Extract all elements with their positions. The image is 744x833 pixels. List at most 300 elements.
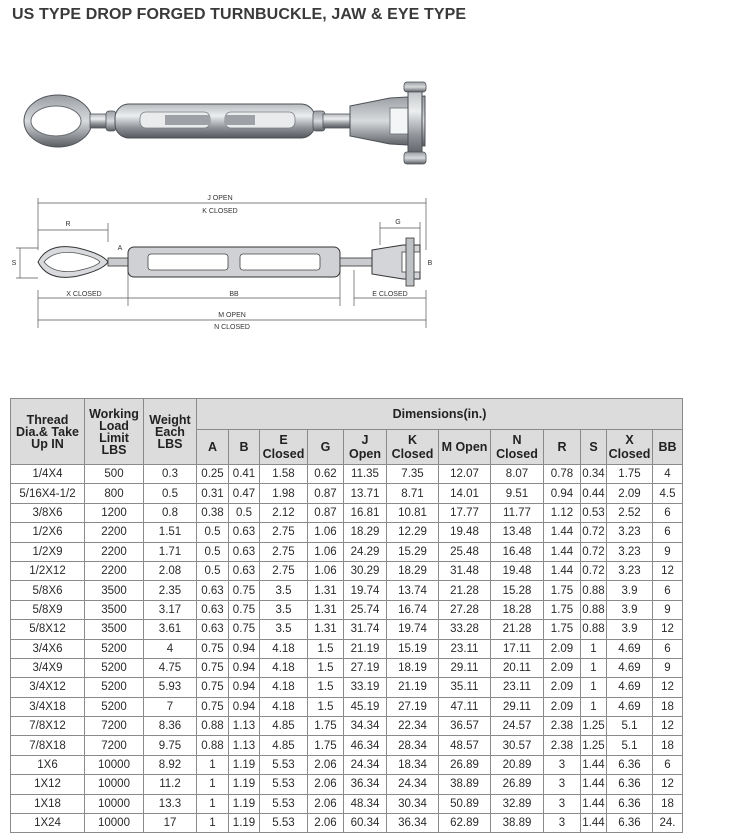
table-cell: 6.36 <box>607 755 653 774</box>
table-cell: 3 <box>544 814 581 833</box>
table-cell: 0.75 <box>229 620 260 639</box>
table-row <box>11 542 683 561</box>
table-cell: 3/4X9 <box>11 658 85 677</box>
table-cell: 4.5 <box>653 484 683 503</box>
dimension-drawing <box>8 190 438 340</box>
table-cell: 1/2X12 <box>11 561 85 580</box>
table-cell: 48.57 <box>439 736 491 755</box>
table-cell: 30.29 <box>344 561 387 580</box>
header-r: R <box>544 430 581 465</box>
table-cell: 4.18 <box>260 678 308 697</box>
table-cell: 5.53 <box>260 775 308 794</box>
table-cell: 800 <box>85 484 144 503</box>
table-cell: 1.5 <box>308 678 344 697</box>
table-cell: 0.87 <box>308 484 344 503</box>
table-cell: 24.34 <box>387 775 439 794</box>
table-cell: 4.18 <box>260 658 308 677</box>
table-row <box>11 717 683 736</box>
table-cell: 1 <box>581 678 607 697</box>
table-cell: 18 <box>653 794 683 813</box>
label-b: B <box>427 260 433 267</box>
table-cell: 6.36 <box>607 794 653 813</box>
table-cell: 2.35 <box>144 581 197 600</box>
table-cell: 21.19 <box>344 639 387 658</box>
table-cell: 0.44 <box>581 484 607 503</box>
table-cell: 4 <box>144 639 197 658</box>
table-cell: 3500 <box>85 600 144 619</box>
header-m: M Open <box>439 430 491 465</box>
page-title: US TYPE DROP FORGED TURNBUCKLE, JAW & EYE TYPE <box>12 6 467 23</box>
table-cell: 18 <box>653 736 683 755</box>
header-k: K Closed <box>387 430 439 465</box>
table-cell: 3/4X12 <box>11 678 85 697</box>
table-cell: 32.89 <box>491 794 544 813</box>
table-cell: 1.19 <box>229 794 260 813</box>
table-cell: 1 <box>581 697 607 716</box>
table-cell: 27.19 <box>344 658 387 677</box>
table-cell: 25.74 <box>344 600 387 619</box>
table-cell: 36.34 <box>344 775 387 794</box>
table-cell: 50.89 <box>439 794 491 813</box>
table-cell: 500 <box>85 465 144 484</box>
table-cell: 18.29 <box>344 523 387 542</box>
table-cell: 0.3 <box>144 465 197 484</box>
table-cell: 26.89 <box>439 755 491 774</box>
table-cell: 1.06 <box>308 523 344 542</box>
table-cell: 4.75 <box>144 658 197 677</box>
table-cell: 16.81 <box>344 503 387 522</box>
table-cell: 1.44 <box>581 814 607 833</box>
table-cell: 33.28 <box>439 620 491 639</box>
table-cell: 17.77 <box>439 503 491 522</box>
table-cell: 48.34 <box>344 794 387 813</box>
table-cell: 0.63 <box>197 581 229 600</box>
table-cell: 0.31 <box>197 484 229 503</box>
table-cell: 5/8X12 <box>11 620 85 639</box>
table-cell: 1.51 <box>144 523 197 542</box>
table-cell: 13.71 <box>344 484 387 503</box>
table-cell: 12 <box>653 678 683 697</box>
table-cell: 2.09 <box>544 658 581 677</box>
table-cell: 0.87 <box>308 503 344 522</box>
table-row <box>11 775 683 794</box>
table-cell: 11.2 <box>144 775 197 794</box>
table-cell: 0.63 <box>197 620 229 639</box>
table-row <box>11 620 683 639</box>
table-cell: 1X6 <box>11 755 85 774</box>
table-cell: 3 <box>544 775 581 794</box>
table-cell: 13.3 <box>144 794 197 813</box>
table-row <box>11 484 683 503</box>
table-cell: 15.29 <box>387 542 439 561</box>
table-cell: 60.34 <box>344 814 387 833</box>
table-cell: 21.28 <box>491 620 544 639</box>
table-cell: 1X24 <box>11 814 85 833</box>
table-cell: 0.62 <box>308 465 344 484</box>
table-cell: 0.94 <box>229 658 260 677</box>
table-row <box>11 503 683 522</box>
label-a: A <box>117 245 123 252</box>
table-cell: 0.38 <box>197 503 229 522</box>
table-cell: 29.11 <box>439 658 491 677</box>
table-row <box>11 678 683 697</box>
table-row <box>11 581 683 600</box>
table-cell: 4.85 <box>260 717 308 736</box>
header-a: A <box>197 430 229 465</box>
table-cell: 6.36 <box>607 775 653 794</box>
table-cell: 34.34 <box>344 717 387 736</box>
table-cell: 4.69 <box>607 678 653 697</box>
table-row <box>11 658 683 677</box>
table-cell: 1 <box>581 639 607 658</box>
table-cell: 9 <box>653 658 683 677</box>
table-cell: 7200 <box>85 736 144 755</box>
table-cell: 2.12 <box>260 503 308 522</box>
label-e-closed: E CLOSED <box>372 291 408 298</box>
header-thread: Thread Dia.& Take Up IN <box>11 399 85 465</box>
table-cell: 5/8X6 <box>11 581 85 600</box>
table-cell: 0.75 <box>197 639 229 658</box>
header-s: S <box>581 430 607 465</box>
table-cell: 5200 <box>85 658 144 677</box>
table-cell: 3.9 <box>607 620 653 639</box>
header-e: E Closed <box>260 430 308 465</box>
table-cell: 10000 <box>85 755 144 774</box>
label-m-open: M OPEN <box>218 312 246 319</box>
table-cell: 4.18 <box>260 697 308 716</box>
table-cell: 2.06 <box>308 814 344 833</box>
table-cell: 18.34 <box>387 755 439 774</box>
table-cell: 38.89 <box>491 814 544 833</box>
table-cell: 24.29 <box>344 542 387 561</box>
table-cell: 1.19 <box>229 775 260 794</box>
table-cell: 22.34 <box>387 717 439 736</box>
table-cell: 33.19 <box>344 678 387 697</box>
table-cell: 3 <box>544 794 581 813</box>
table-cell: 10000 <box>85 775 144 794</box>
table-cell: 19.48 <box>439 523 491 542</box>
table-cell: 1X12 <box>11 775 85 794</box>
table-cell: 18.19 <box>387 658 439 677</box>
label-x-closed: X CLOSED <box>66 291 102 298</box>
table-cell: 0.72 <box>581 561 607 580</box>
table-cell: 2.06 <box>308 775 344 794</box>
table-cell: 25.48 <box>439 542 491 561</box>
table-cell: 3/4X6 <box>11 639 85 658</box>
table-cell: 3.5 <box>260 600 308 619</box>
table-cell: 45.19 <box>344 697 387 716</box>
table-cell: 3.9 <box>607 581 653 600</box>
table-cell: 19.74 <box>344 581 387 600</box>
table-cell: 2.08 <box>144 561 197 580</box>
table-row <box>11 736 683 755</box>
label-j-open: J OPEN <box>207 195 233 202</box>
table-cell: 0.47 <box>229 484 260 503</box>
table-cell: 0.88 <box>581 600 607 619</box>
table-cell: 1.58 <box>260 465 308 484</box>
table-cell: 1.75 <box>607 465 653 484</box>
table-cell: 0.63 <box>229 523 260 542</box>
table-cell: 1200 <box>85 503 144 522</box>
table-row <box>11 465 683 484</box>
table-cell: 0.88 <box>581 581 607 600</box>
table-cell: 5.53 <box>260 814 308 833</box>
table-cell: 1 <box>197 755 229 774</box>
table-cell: 15.19 <box>387 639 439 658</box>
table-cell: 3.23 <box>607 523 653 542</box>
table-cell: 3.9 <box>607 600 653 619</box>
table-cell: 0.94 <box>229 639 260 658</box>
table-row <box>11 639 683 658</box>
table-cell: 28.34 <box>387 736 439 755</box>
table-cell: 5/8X9 <box>11 600 85 619</box>
table-cell: 1/2X6 <box>11 523 85 542</box>
table-cell: 9 <box>653 600 683 619</box>
table-cell: 6 <box>653 755 683 774</box>
table-cell: 12 <box>653 775 683 794</box>
table-cell: 18 <box>653 697 683 716</box>
table-cell: 0.75 <box>229 581 260 600</box>
table-cell: 6 <box>653 581 683 600</box>
label-s: S <box>11 260 17 267</box>
table-cell: 0.5 <box>197 542 229 561</box>
table-cell: 3/4X18 <box>11 697 85 716</box>
table-cell: 2.75 <box>260 523 308 542</box>
table-cell: 5.53 <box>260 755 308 774</box>
label-n-closed: N CLOSED <box>214 324 250 331</box>
table-cell: 0.72 <box>581 523 607 542</box>
table-cell: 0.63 <box>229 542 260 561</box>
label-r: R <box>65 221 71 228</box>
table-cell: 6 <box>653 523 683 542</box>
table-cell: 7/8X12 <box>11 717 85 736</box>
table-cell: 20.11 <box>491 658 544 677</box>
table-cell: 47.11 <box>439 697 491 716</box>
table-cell: 5/16X4-1/2 <box>11 484 85 503</box>
table-cell: 1.44 <box>581 755 607 774</box>
table-cell: 19.74 <box>387 620 439 639</box>
table-cell: 9.75 <box>144 736 197 755</box>
header-b: B <box>229 430 260 465</box>
table-cell: 24.57 <box>491 717 544 736</box>
turnbuckle-photo <box>20 78 450 178</box>
table-cell: 1.75 <box>308 736 344 755</box>
table-cell: 18.28 <box>491 600 544 619</box>
table-cell: 12 <box>653 717 683 736</box>
table-cell: 27.19 <box>387 697 439 716</box>
table-cell: 4.69 <box>607 639 653 658</box>
table-cell: 2.75 <box>260 561 308 580</box>
table-cell: 3.17 <box>144 600 197 619</box>
table-cell: 1.12 <box>544 503 581 522</box>
table-cell: 1.25 <box>581 736 607 755</box>
table-row <box>11 523 683 542</box>
table-cell: 7 <box>144 697 197 716</box>
label-g: G <box>395 219 401 226</box>
table-cell: 0.5 <box>229 503 260 522</box>
table-cell: 9 <box>653 542 683 561</box>
table-row <box>11 794 683 813</box>
table-cell: 1.13 <box>229 736 260 755</box>
table-cell: 0.5 <box>197 561 229 580</box>
table-cell: 2.09 <box>544 697 581 716</box>
table-cell: 1.44 <box>581 775 607 794</box>
table-cell: 2.09 <box>607 484 653 503</box>
table-cell: 6.36 <box>607 814 653 833</box>
table-row <box>11 561 683 580</box>
table-cell: 62.89 <box>439 814 491 833</box>
table-cell: 27.28 <box>439 600 491 619</box>
table-cell: 3.5 <box>260 581 308 600</box>
table-cell: 16.48 <box>491 542 544 561</box>
label-k-closed: K CLOSED <box>202 208 238 215</box>
table-cell: 19.48 <box>491 561 544 580</box>
table-cell: 21.28 <box>439 581 491 600</box>
table-cell: 24.34 <box>344 755 387 774</box>
table-cell: 1.5 <box>308 697 344 716</box>
spec-table <box>10 398 683 833</box>
table-cell: 46.34 <box>344 736 387 755</box>
table-cell: 0.88 <box>197 736 229 755</box>
table-cell: 7200 <box>85 717 144 736</box>
table-cell: 1.06 <box>308 542 344 561</box>
table-cell: 3500 <box>85 620 144 639</box>
table-cell: 16.74 <box>387 600 439 619</box>
table-cell: 1/2X9 <box>11 542 85 561</box>
table-cell: 24. <box>653 814 683 833</box>
table-cell: 0.78 <box>544 465 581 484</box>
table-cell: 2.06 <box>308 794 344 813</box>
table-cell: 12 <box>653 620 683 639</box>
table-cell: 8.92 <box>144 755 197 774</box>
table-cell: 14.01 <box>439 484 491 503</box>
table-cell: 0.5 <box>144 484 197 503</box>
table-cell: 1.31 <box>308 620 344 639</box>
table-cell: 0.63 <box>229 561 260 580</box>
table-cell: 1.44 <box>544 542 581 561</box>
table-cell: 0.72 <box>581 542 607 561</box>
table-cell: 17.11 <box>491 639 544 658</box>
table-cell: 1 <box>581 658 607 677</box>
table-cell: 0.8 <box>144 503 197 522</box>
table-cell: 1.5 <box>308 658 344 677</box>
table-cell: 1.75 <box>544 620 581 639</box>
table-cell: 1.31 <box>308 581 344 600</box>
table-cell: 8.36 <box>144 717 197 736</box>
table-cell: 0.94 <box>544 484 581 503</box>
header-g: G <box>308 430 344 465</box>
table-cell: 0.75 <box>197 697 229 716</box>
table-cell: 1.06 <box>308 561 344 580</box>
table-cell: 4.69 <box>607 658 653 677</box>
table-cell: 4.69 <box>607 697 653 716</box>
table-row <box>11 755 683 774</box>
table-cell: 30.57 <box>491 736 544 755</box>
table-cell: 12.07 <box>439 465 491 484</box>
table-cell: 8.71 <box>387 484 439 503</box>
table-cell: 4.18 <box>260 639 308 658</box>
table-cell: 0.94 <box>229 678 260 697</box>
header-x: X Closed <box>607 430 653 465</box>
table-cell: 0.75 <box>229 600 260 619</box>
table-cell: 11.77 <box>491 503 544 522</box>
table-cell: 9.51 <box>491 484 544 503</box>
table-cell: 0.88 <box>197 717 229 736</box>
table-row <box>11 697 683 716</box>
table-cell: 2200 <box>85 542 144 561</box>
table-cell: 1/4X4 <box>11 465 85 484</box>
table-cell: 0.5 <box>197 523 229 542</box>
table-cell: 6 <box>653 503 683 522</box>
table-cell: 1 <box>197 794 229 813</box>
table-cell: 2.52 <box>607 503 653 522</box>
table-cell: 20.89 <box>491 755 544 774</box>
table-cell: 12.29 <box>387 523 439 542</box>
table-cell: 1 <box>197 814 229 833</box>
table-cell: 10.81 <box>387 503 439 522</box>
table-cell: 4 <box>653 465 683 484</box>
table-cell: 8.07 <box>491 465 544 484</box>
table-cell: 3.61 <box>144 620 197 639</box>
table-cell: 1.75 <box>544 581 581 600</box>
table-cell: 0.53 <box>581 503 607 522</box>
table-cell: 2.38 <box>544 736 581 755</box>
table-cell: 30.34 <box>387 794 439 813</box>
table-cell: 11.35 <box>344 465 387 484</box>
table-cell: 10000 <box>85 794 144 813</box>
table-cell: 1.31 <box>308 600 344 619</box>
table-cell: 18.29 <box>387 561 439 580</box>
table-cell: 5200 <box>85 678 144 697</box>
table-cell: 0.25 <box>197 465 229 484</box>
table-cell: 2.06 <box>308 755 344 774</box>
table-row <box>11 814 683 833</box>
table-cell: 0.75 <box>197 678 229 697</box>
table-cell: 0.75 <box>197 658 229 677</box>
table-cell: 0.94 <box>229 697 260 716</box>
table-cell: 36.57 <box>439 717 491 736</box>
table-cell: 1.75 <box>544 600 581 619</box>
header-dimensions: Dimensions(in.) <box>197 399 683 430</box>
table-cell: 3 <box>544 755 581 774</box>
table-cell: 2.38 <box>544 717 581 736</box>
table-cell: 5200 <box>85 697 144 716</box>
table-cell: 21.19 <box>387 678 439 697</box>
table-cell: 6 <box>653 639 683 658</box>
table-cell: 36.34 <box>387 814 439 833</box>
table-cell: 1X18 <box>11 794 85 813</box>
table-cell: 1.25 <box>581 717 607 736</box>
table-cell: 1.44 <box>544 561 581 580</box>
table-cell: 23.11 <box>439 639 491 658</box>
table-cell: 12 <box>653 561 683 580</box>
table-cell: 1.13 <box>229 717 260 736</box>
table-cell: 0.34 <box>581 465 607 484</box>
table-cell: 5.1 <box>607 717 653 736</box>
table-cell: 13.48 <box>491 523 544 542</box>
table-cell: 1.44 <box>544 523 581 542</box>
header-wll: Working Load Limit LBS <box>85 399 144 465</box>
table-cell: 29.11 <box>491 697 544 716</box>
header-weight: Weight Each LBS <box>144 399 197 465</box>
table-cell: 38.89 <box>439 775 491 794</box>
table-cell: 5.93 <box>144 678 197 697</box>
table-cell: 23.11 <box>491 678 544 697</box>
table-cell: 17 <box>144 814 197 833</box>
label-bb: BB <box>229 291 239 298</box>
table-cell: 3/8X6 <box>11 503 85 522</box>
table-cell: 26.89 <box>491 775 544 794</box>
